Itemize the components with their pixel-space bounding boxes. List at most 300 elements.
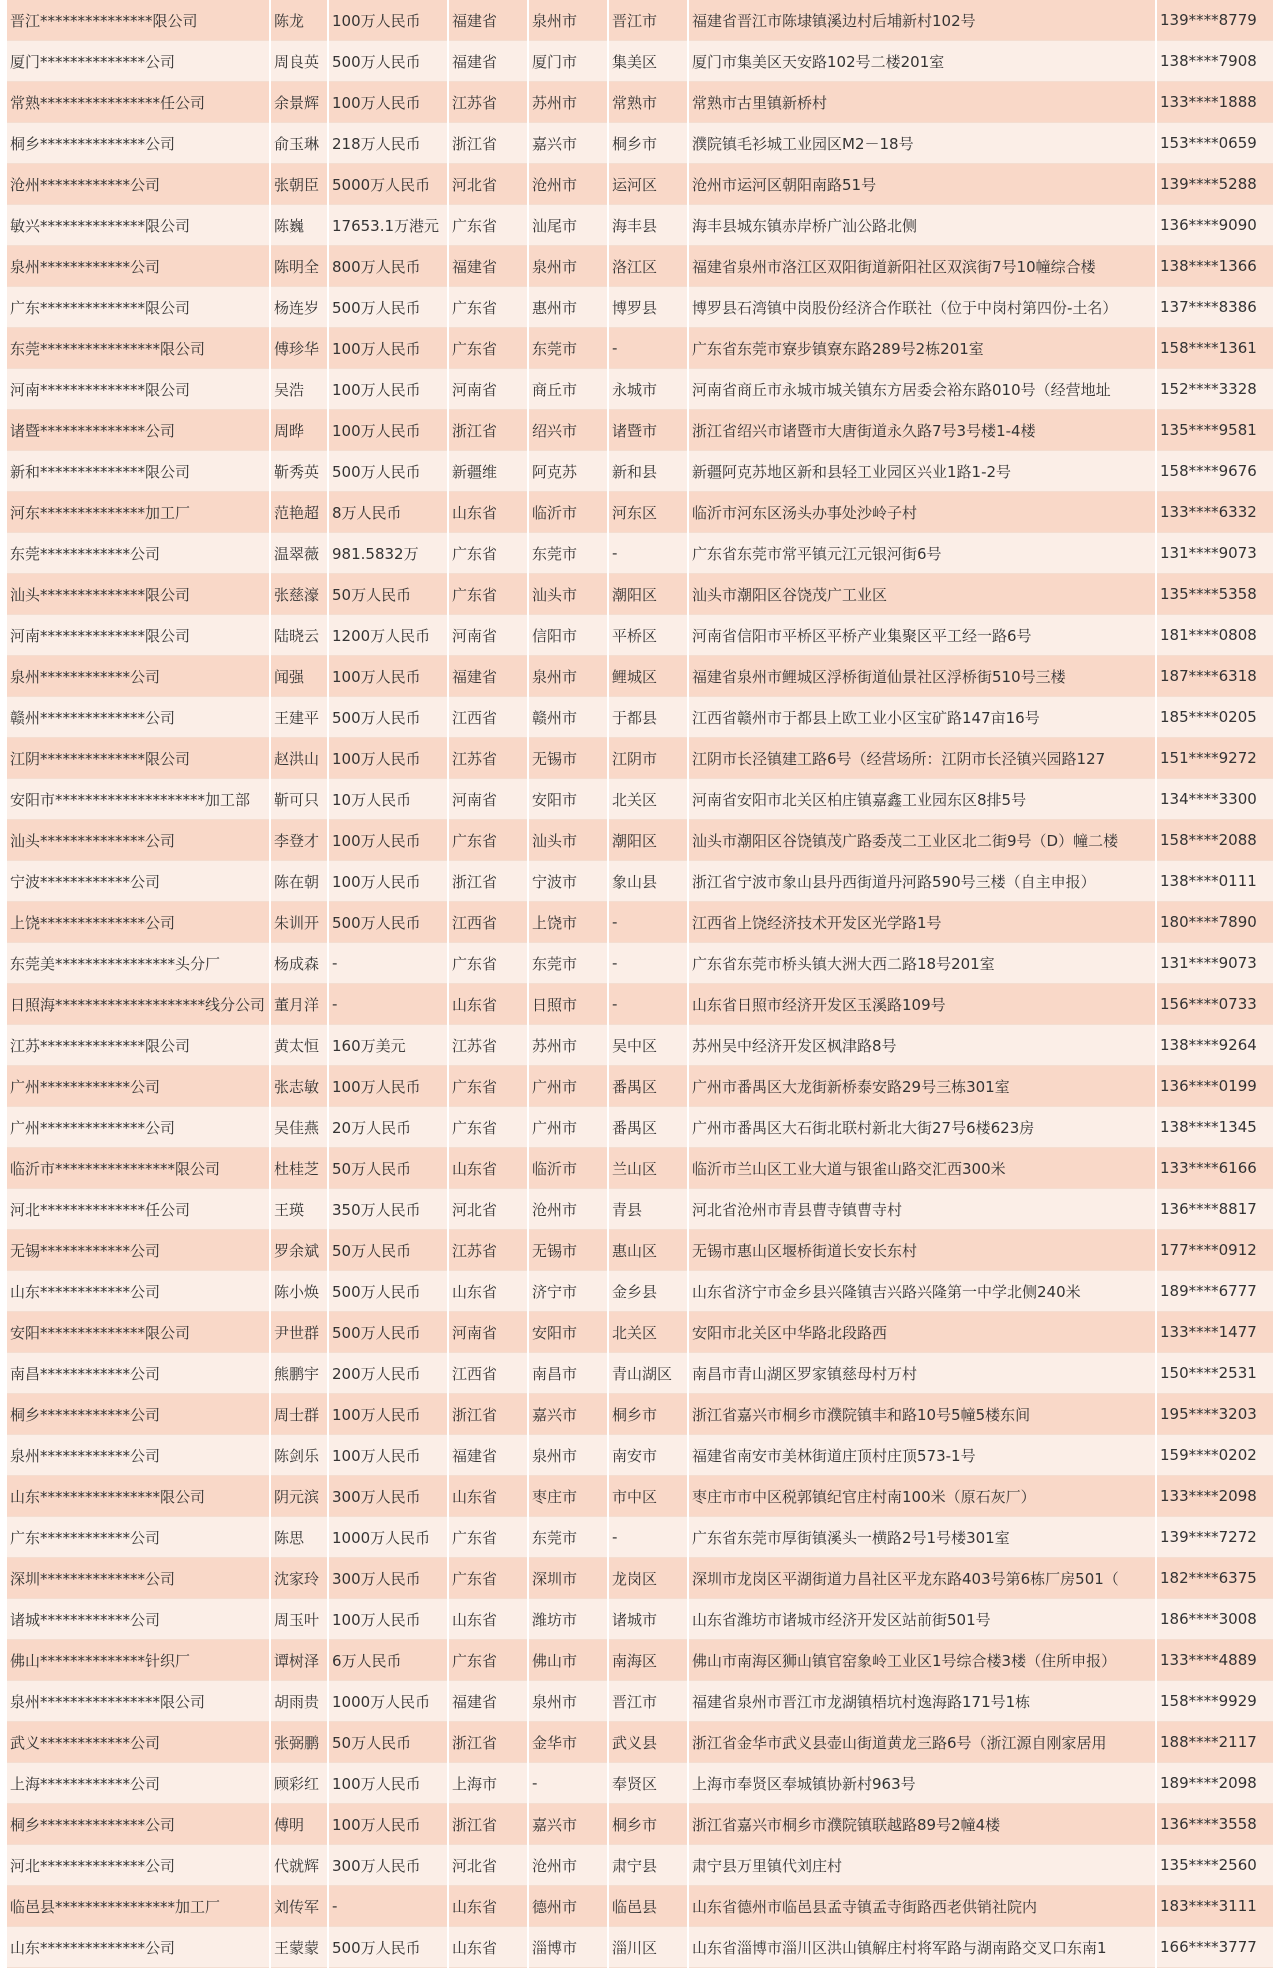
district-cell: 南海区 xyxy=(609,1640,687,1681)
district-cell: 肃宁县 xyxy=(609,1845,687,1886)
province-cell: 山东省 xyxy=(449,1476,527,1517)
registered-capital-cell: 500万人民币 xyxy=(329,1271,447,1312)
registered-capital-cell: 8万人民币 xyxy=(329,492,447,533)
registered-capital-cell: 100万人民币 xyxy=(329,1394,447,1435)
address-cell: 汕头市潮阳区谷饶茂广工业区 xyxy=(689,574,1155,615)
company-name-cell: 临沂市****************限公司 xyxy=(7,1148,269,1189)
address-cell: 浙江省金华市武义县壶山街道黄龙三路6号（浙江源自刚家居用 xyxy=(689,1722,1155,1763)
address-cell: 江西省上饶经济技术开发区光学路1号 xyxy=(689,902,1155,943)
legal-rep-cell: 赵洪山 xyxy=(271,738,327,779)
district-cell: 市中区 xyxy=(609,1476,687,1517)
province-cell: 广东省 xyxy=(449,1640,527,1681)
legal-rep-cell: 张慈濠 xyxy=(271,574,327,615)
city-cell: 苏州市 xyxy=(529,82,607,123)
province-cell: 山东省 xyxy=(449,492,527,533)
district-cell: 番禺区 xyxy=(609,1107,687,1148)
city-cell: 沧州市 xyxy=(529,164,607,205)
company-name-cell: 汕头**************限公司 xyxy=(7,574,269,615)
company-name-cell: 东莞************公司 xyxy=(7,533,269,574)
city-cell: 东莞市 xyxy=(529,1517,607,1558)
legal-rep-cell: 陈在朝 xyxy=(271,861,327,902)
company-name-cell: 桐乡**************公司 xyxy=(7,123,269,164)
address-cell: 山东省淄博市淄川区洪山镇解庄村将军路与湖南路交叉口东南1 xyxy=(689,1927,1155,1968)
city-cell: 佛山市 xyxy=(529,1640,607,1681)
address-cell: 博罗县石湾镇中岗股份经济合作联社（位于中岗村第四份-土名） xyxy=(689,287,1155,328)
table-row xyxy=(7,1148,1273,1189)
table-row xyxy=(7,656,1273,697)
phone-cell: 137****8386 xyxy=(1157,287,1273,328)
legal-rep-cell: 靳秀英 xyxy=(271,451,327,492)
address-cell: 广东省东莞市寮步镇寮东路289号2栋201室 xyxy=(689,328,1155,369)
phone-cell: 133****6332 xyxy=(1157,492,1273,533)
province-cell: 山东省 xyxy=(449,1927,527,1968)
phone-cell: 139****5288 xyxy=(1157,164,1273,205)
company-name-cell: 上海************公司 xyxy=(7,1763,269,1804)
phone-cell: 189****2098 xyxy=(1157,1763,1273,1804)
legal-rep-cell: 陈小焕 xyxy=(271,1271,327,1312)
address-cell: 江西省赣州市于都县上欧工业小区宝矿路147亩16号 xyxy=(689,697,1155,738)
address-cell: 山东省潍坊市诸城市经济开发区站前街501号 xyxy=(689,1599,1155,1640)
district-cell: 象山县 xyxy=(609,861,687,902)
table-row xyxy=(7,1107,1273,1148)
province-cell: 山东省 xyxy=(449,1271,527,1312)
phone-cell: 182****6375 xyxy=(1157,1558,1273,1599)
district-cell: 惠山区 xyxy=(609,1230,687,1271)
city-cell: 沧州市 xyxy=(529,1189,607,1230)
phone-cell: 156****0733 xyxy=(1157,984,1273,1025)
table-row xyxy=(7,1640,1273,1681)
phone-cell: 195****3203 xyxy=(1157,1394,1273,1435)
registered-capital-cell: - xyxy=(329,943,447,984)
province-cell: 广东省 xyxy=(449,533,527,574)
address-cell: 河南省安阳市北关区柏庄镇嘉鑫工业园东区8排5号 xyxy=(689,779,1155,820)
district-cell: 金乡县 xyxy=(609,1271,687,1312)
table-row xyxy=(7,41,1273,82)
province-cell: 浙江省 xyxy=(449,123,527,164)
city-cell: 汕尾市 xyxy=(529,205,607,246)
legal-rep-cell: 周士群 xyxy=(271,1394,327,1435)
company-name-cell: 河南**************限公司 xyxy=(7,615,269,656)
table-row xyxy=(7,1763,1273,1804)
address-cell: 广州市番禺区大龙街新桥泰安路29号三栋301室 xyxy=(689,1066,1155,1107)
address-cell: 福建省南安市美林街道庄顶村庄顶573-1号 xyxy=(689,1435,1155,1476)
company-name-cell: 桐乡************公司 xyxy=(7,1394,269,1435)
district-cell: 潮阳区 xyxy=(609,820,687,861)
address-cell: 福建省泉州市晋江市龙湖镇梧坑村逸海路171号1栋 xyxy=(689,1681,1155,1722)
city-cell: 泉州市 xyxy=(529,656,607,697)
province-cell: 江苏省 xyxy=(449,738,527,779)
address-cell: 无锡市惠山区堰桥街道长安长东村 xyxy=(689,1230,1155,1271)
legal-rep-cell: 黄太恒 xyxy=(271,1025,327,1066)
company-name-cell: 佛山**************针织厂 xyxy=(7,1640,269,1681)
legal-rep-cell: 杨连岁 xyxy=(271,287,327,328)
company-name-cell: 厦门**************公司 xyxy=(7,41,269,82)
company-name-cell: 泉州************公司 xyxy=(7,246,269,287)
table-row xyxy=(7,1927,1273,1968)
legal-rep-cell: 阴元滨 xyxy=(271,1476,327,1517)
province-cell: 江西省 xyxy=(449,697,527,738)
city-cell: 东莞市 xyxy=(529,943,607,984)
company-name-cell: 无锡************公司 xyxy=(7,1230,269,1271)
legal-rep-cell: 董月洋 xyxy=(271,984,327,1025)
address-cell: 佛山市南海区狮山镇官窑象岭工业区1号综合楼3楼（住所申报） xyxy=(689,1640,1155,1681)
district-cell: 常熟市 xyxy=(609,82,687,123)
city-cell: 上饶市 xyxy=(529,902,607,943)
legal-rep-cell: 杜桂芝 xyxy=(271,1148,327,1189)
district-cell: 永城市 xyxy=(609,369,687,410)
company-name-cell: 汕头**************公司 xyxy=(7,820,269,861)
table-row xyxy=(7,164,1273,205)
address-cell: 福建省泉州市洛江区双阳街道新阳社区双滨街7号10幢综合楼 xyxy=(689,246,1155,287)
registered-capital-cell: 6万人民币 xyxy=(329,1640,447,1681)
city-cell: 南昌市 xyxy=(529,1353,607,1394)
district-cell: 兰山区 xyxy=(609,1148,687,1189)
registered-capital-cell: 100万人民币 xyxy=(329,369,447,410)
legal-rep-cell: 陈龙 xyxy=(271,0,327,41)
company-name-cell: 东莞****************限公司 xyxy=(7,328,269,369)
province-cell: 浙江省 xyxy=(449,1394,527,1435)
table-row xyxy=(7,1353,1273,1394)
table-row xyxy=(7,1025,1273,1066)
phone-cell: 177****0912 xyxy=(1157,1230,1273,1271)
district-cell: - xyxy=(609,902,687,943)
legal-rep-cell: 尹世群 xyxy=(271,1312,327,1353)
district-cell: 桐乡市 xyxy=(609,123,687,164)
table-row xyxy=(7,205,1273,246)
company-name-cell: 东莞美****************头分厂 xyxy=(7,943,269,984)
table-row xyxy=(7,0,1273,41)
district-cell: 青县 xyxy=(609,1189,687,1230)
company-name-cell: 诸城************公司 xyxy=(7,1599,269,1640)
registered-capital-cell: 350万人民币 xyxy=(329,1189,447,1230)
district-cell: 诸暨市 xyxy=(609,410,687,451)
address-cell: 河南省信阳市平桥区平桥产业集聚区平工经一路6号 xyxy=(689,615,1155,656)
city-cell: 东莞市 xyxy=(529,328,607,369)
district-cell: 诸城市 xyxy=(609,1599,687,1640)
registered-capital-cell: 100万人民币 xyxy=(329,656,447,697)
phone-cell: 188****2117 xyxy=(1157,1722,1273,1763)
address-cell: 河南省商丘市永城市城关镇东方居委会裕东路010号（经营地址 xyxy=(689,369,1155,410)
registered-capital-cell: 100万人民币 xyxy=(329,1599,447,1640)
legal-rep-cell: 王瑛 xyxy=(271,1189,327,1230)
phone-cell: 131****9073 xyxy=(1157,533,1273,574)
company-name-cell: 广州************公司 xyxy=(7,1066,269,1107)
registered-capital-cell: 50万人民币 xyxy=(329,574,447,615)
company-name-cell: 河南**************限公司 xyxy=(7,369,269,410)
phone-cell: 136****3558 xyxy=(1157,1804,1273,1845)
province-cell: 江苏省 xyxy=(449,1025,527,1066)
company-name-cell: 江阴**************限公司 xyxy=(7,738,269,779)
table-row xyxy=(7,1435,1273,1476)
table-row xyxy=(7,410,1273,451)
company-name-cell: 安阳市********************加工部 xyxy=(7,779,269,820)
registered-capital-cell: 100万人民币 xyxy=(329,82,447,123)
city-cell: 日照市 xyxy=(529,984,607,1025)
city-cell: 济宁市 xyxy=(529,1271,607,1312)
province-cell: 浙江省 xyxy=(449,1804,527,1845)
province-cell: 广东省 xyxy=(449,328,527,369)
company-name-cell: 沧州************公司 xyxy=(7,164,269,205)
address-cell: 广东省东莞市厚街镇溪头一横路2号1号楼301室 xyxy=(689,1517,1155,1558)
table-row xyxy=(7,1312,1273,1353)
district-cell: - xyxy=(609,943,687,984)
address-cell: 苏州吴中经济开发区枫津路8号 xyxy=(689,1025,1155,1066)
table-row xyxy=(7,451,1273,492)
address-cell: 山东省德州市临邑县孟寺镇孟寺街路西老供销社院内 xyxy=(689,1886,1155,1927)
company-table-container xyxy=(5,0,1275,1968)
city-cell: 深圳市 xyxy=(529,1558,607,1599)
table-row xyxy=(7,1394,1273,1435)
registered-capital-cell: 100万人民币 xyxy=(329,1066,447,1107)
province-cell: 福建省 xyxy=(449,246,527,287)
city-cell: 沧州市 xyxy=(529,1845,607,1886)
province-cell: 浙江省 xyxy=(449,861,527,902)
district-cell: 临邑县 xyxy=(609,1886,687,1927)
registered-capital-cell: 500万人民币 xyxy=(329,1927,447,1968)
address-cell: 枣庄市市中区税郭镇纪官庄村南100米（原石灰厂） xyxy=(689,1476,1155,1517)
table-row xyxy=(7,369,1273,410)
address-cell: 濮院镇毛衫城工业园区M2－18号 xyxy=(689,123,1155,164)
address-cell: 福建省泉州市鲤城区浮桥街道仙景社区浮桥街510号三楼 xyxy=(689,656,1155,697)
phone-cell: 136****8817 xyxy=(1157,1189,1273,1230)
registered-capital-cell: 200万人民币 xyxy=(329,1353,447,1394)
company-name-cell: 河东**************加工厂 xyxy=(7,492,269,533)
registered-capital-cell: 160万美元 xyxy=(329,1025,447,1066)
company-name-cell: 江苏**************限公司 xyxy=(7,1025,269,1066)
city-cell: 金华市 xyxy=(529,1722,607,1763)
company-name-cell: 山东************公司 xyxy=(7,1271,269,1312)
phone-cell: 152****3328 xyxy=(1157,369,1273,410)
phone-cell: 153****0659 xyxy=(1157,123,1273,164)
address-cell: 浙江省嘉兴市桐乡市濮院镇联越路89号2幢4楼 xyxy=(689,1804,1155,1845)
registered-capital-cell: 100万人民币 xyxy=(329,820,447,861)
legal-rep-cell: 王蒙蒙 xyxy=(271,1927,327,1968)
province-cell: 福建省 xyxy=(449,41,527,82)
district-cell: 集美区 xyxy=(609,41,687,82)
table-row xyxy=(7,738,1273,779)
district-cell: 淄川区 xyxy=(609,1927,687,1968)
phone-cell: 181****0808 xyxy=(1157,615,1273,656)
table-row xyxy=(7,1271,1273,1312)
province-cell: 河南省 xyxy=(449,779,527,820)
province-cell: 山东省 xyxy=(449,1599,527,1640)
address-cell: 浙江省绍兴市诸暨市大唐街道永久路7号3号楼1-4楼 xyxy=(689,410,1155,451)
address-cell: 海丰县城东镇赤岸桥广汕公路北侧 xyxy=(689,205,1155,246)
legal-rep-cell: 周良英 xyxy=(271,41,327,82)
province-cell: 江西省 xyxy=(449,902,527,943)
legal-rep-cell: 刘传军 xyxy=(271,1886,327,1927)
registered-capital-cell: 218万人民币 xyxy=(329,123,447,164)
province-cell: 浙江省 xyxy=(449,1722,527,1763)
legal-rep-cell: 吴佳燕 xyxy=(271,1107,327,1148)
phone-cell: 158****9676 xyxy=(1157,451,1273,492)
district-cell: 番禺区 xyxy=(609,1066,687,1107)
phone-cell: 135****2560 xyxy=(1157,1845,1273,1886)
phone-cell: 138****0111 xyxy=(1157,861,1273,902)
table-row xyxy=(7,1476,1273,1517)
province-cell: 福建省 xyxy=(449,0,527,41)
table-row xyxy=(7,697,1273,738)
table-row xyxy=(7,82,1273,123)
company-name-cell: 临邑县****************加工厂 xyxy=(7,1886,269,1927)
city-cell: 广州市 xyxy=(529,1107,607,1148)
address-cell: 肃宁县万里镇代刘庄村 xyxy=(689,1845,1155,1886)
company-name-cell: 南昌************公司 xyxy=(7,1353,269,1394)
company-name-cell: 武义************公司 xyxy=(7,1722,269,1763)
address-cell: 上海市奉贤区奉城镇协新村963号 xyxy=(689,1763,1155,1804)
table-row xyxy=(7,943,1273,984)
legal-rep-cell: 靳可只 xyxy=(271,779,327,820)
district-cell: 晋江市 xyxy=(609,1681,687,1722)
table-row xyxy=(7,328,1273,369)
province-cell: 广东省 xyxy=(449,943,527,984)
table-row xyxy=(7,820,1273,861)
phone-cell: 138****7908 xyxy=(1157,41,1273,82)
district-cell: 北关区 xyxy=(609,779,687,820)
phone-cell: 135****9581 xyxy=(1157,410,1273,451)
legal-rep-cell: 陈巍 xyxy=(271,205,327,246)
province-cell: 河北省 xyxy=(449,1845,527,1886)
city-cell: 无锡市 xyxy=(529,738,607,779)
province-cell: 河北省 xyxy=(449,1189,527,1230)
phone-cell: 185****0205 xyxy=(1157,697,1273,738)
registered-capital-cell: 50万人民币 xyxy=(329,1148,447,1189)
city-cell: 汕头市 xyxy=(529,820,607,861)
legal-rep-cell: 朱训开 xyxy=(271,902,327,943)
legal-rep-cell: 陈明全 xyxy=(271,246,327,287)
address-cell: 临沂市兰山区工业大道与银雀山路交汇西300米 xyxy=(689,1148,1155,1189)
city-cell: 赣州市 xyxy=(529,697,607,738)
district-cell: 鲤城区 xyxy=(609,656,687,697)
company-name-cell: 广东************公司 xyxy=(7,1517,269,1558)
city-cell: 嘉兴市 xyxy=(529,123,607,164)
district-cell: 博罗县 xyxy=(609,287,687,328)
phone-cell: 159****0202 xyxy=(1157,1435,1273,1476)
district-cell: 奉贤区 xyxy=(609,1763,687,1804)
legal-rep-cell: 张朝臣 xyxy=(271,164,327,205)
legal-rep-cell: 张弼鹏 xyxy=(271,1722,327,1763)
company-name-cell: 日照海********************线分公司 xyxy=(7,984,269,1025)
registered-capital-cell: 981.5832万 xyxy=(329,533,447,574)
table-row xyxy=(7,533,1273,574)
legal-rep-cell: 顾彩红 xyxy=(271,1763,327,1804)
district-cell: - xyxy=(609,533,687,574)
company-name-cell: 泉州************公司 xyxy=(7,1435,269,1476)
table-row xyxy=(7,1517,1273,1558)
address-cell: 浙江省嘉兴市桐乡市濮院镇丰和路10号5幢5楼东间 xyxy=(689,1394,1155,1435)
registered-capital-cell: 20万人民币 xyxy=(329,1107,447,1148)
district-cell: 河东区 xyxy=(609,492,687,533)
city-cell: 枣庄市 xyxy=(529,1476,607,1517)
province-cell: 广东省 xyxy=(449,287,527,328)
city-cell: - xyxy=(529,1763,607,1804)
province-cell: 广东省 xyxy=(449,205,527,246)
table-row xyxy=(7,779,1273,820)
phone-cell: 183****3111 xyxy=(1157,1886,1273,1927)
district-cell: 新和县 xyxy=(609,451,687,492)
registered-capital-cell: - xyxy=(329,1886,447,1927)
city-cell: 苏州市 xyxy=(529,1025,607,1066)
company-name-cell: 河北**************任公司 xyxy=(7,1189,269,1230)
table-row xyxy=(7,1066,1273,1107)
legal-rep-cell: 谭树泽 xyxy=(271,1640,327,1681)
company-name-cell: 泉州************公司 xyxy=(7,656,269,697)
city-cell: 阿克苏 xyxy=(529,451,607,492)
phone-cell: 158****2088 xyxy=(1157,820,1273,861)
company-name-cell: 安阳**************限公司 xyxy=(7,1312,269,1353)
registered-capital-cell: 100万人民币 xyxy=(329,0,447,41)
phone-cell: 138****1345 xyxy=(1157,1107,1273,1148)
registered-capital-cell: 300万人民币 xyxy=(329,1476,447,1517)
district-cell: - xyxy=(609,1517,687,1558)
city-cell: 宁波市 xyxy=(529,861,607,902)
registered-capital-cell: 100万人民币 xyxy=(329,738,447,779)
registered-capital-cell: 300万人民币 xyxy=(329,1845,447,1886)
table-row xyxy=(7,1804,1273,1845)
legal-rep-cell: 周晔 xyxy=(271,410,327,451)
phone-cell: 166****3777 xyxy=(1157,1927,1273,1968)
district-cell: 南安市 xyxy=(609,1435,687,1476)
legal-rep-cell: 罗余斌 xyxy=(271,1230,327,1271)
province-cell: 江西省 xyxy=(449,1353,527,1394)
address-cell: 江阴市长泾镇建工路6号（经营场所：江阴市长泾镇兴园路127 xyxy=(689,738,1155,779)
city-cell: 汕头市 xyxy=(529,574,607,615)
registered-capital-cell: 300万人民币 xyxy=(329,1558,447,1599)
table-row xyxy=(7,1886,1273,1927)
province-cell: 河南省 xyxy=(449,615,527,656)
phone-cell: 136****0199 xyxy=(1157,1066,1273,1107)
city-cell: 安阳市 xyxy=(529,779,607,820)
district-cell: 武义县 xyxy=(609,1722,687,1763)
city-cell: 德州市 xyxy=(529,1886,607,1927)
table-row xyxy=(7,984,1273,1025)
table-row xyxy=(7,574,1273,615)
legal-rep-cell: 陆晓云 xyxy=(271,615,327,656)
district-cell: 运河区 xyxy=(609,164,687,205)
registered-capital-cell: 100万人民币 xyxy=(329,410,447,451)
legal-rep-cell: 温翠薇 xyxy=(271,533,327,574)
city-cell: 泉州市 xyxy=(529,246,607,287)
phone-cell: 158****1361 xyxy=(1157,328,1273,369)
city-cell: 安阳市 xyxy=(529,1312,607,1353)
company-name-cell: 宁波************公司 xyxy=(7,861,269,902)
address-cell: 广州市番禺区大石街北联村新北大街27号6楼623房 xyxy=(689,1107,1155,1148)
company-name-cell: 诸暨**************公司 xyxy=(7,410,269,451)
district-cell: 桐乡市 xyxy=(609,1394,687,1435)
company-name-cell: 广州**************公司 xyxy=(7,1107,269,1148)
company-name-cell: 山东**************公司 xyxy=(7,1927,269,1968)
province-cell: 福建省 xyxy=(449,1435,527,1476)
city-cell: 嘉兴市 xyxy=(529,1804,607,1845)
phone-cell: 133****4889 xyxy=(1157,1640,1273,1681)
legal-rep-cell: 代就辉 xyxy=(271,1845,327,1886)
phone-cell: 133****6166 xyxy=(1157,1148,1273,1189)
city-cell: 厦门市 xyxy=(529,41,607,82)
address-cell: 河北省沧州市青县曹寺镇曹寺村 xyxy=(689,1189,1155,1230)
city-cell: 商丘市 xyxy=(529,369,607,410)
registered-capital-cell: 1000万人民币 xyxy=(329,1681,447,1722)
city-cell: 东莞市 xyxy=(529,533,607,574)
province-cell: 广东省 xyxy=(449,1066,527,1107)
phone-cell: 158****9929 xyxy=(1157,1681,1273,1722)
city-cell: 潍坊市 xyxy=(529,1599,607,1640)
province-cell: 新疆维 xyxy=(449,451,527,492)
district-cell: 青山湖区 xyxy=(609,1353,687,1394)
company-name-cell: 赣州**************公司 xyxy=(7,697,269,738)
company-name-cell: 山东****************限公司 xyxy=(7,1476,269,1517)
city-cell: 临沂市 xyxy=(529,492,607,533)
legal-rep-cell: 俞玉琳 xyxy=(271,123,327,164)
